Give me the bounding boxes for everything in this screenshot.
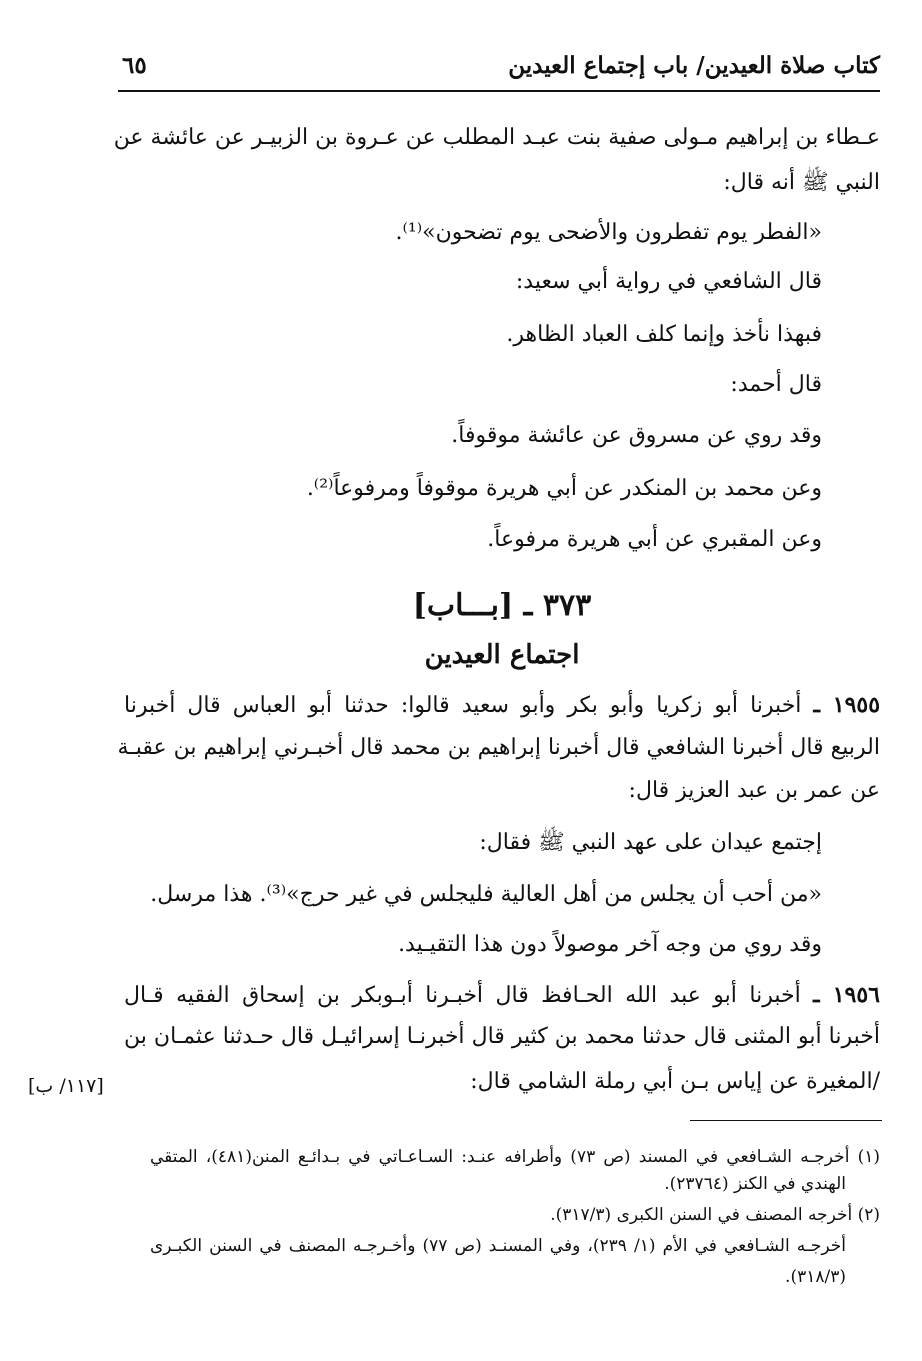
text-line: أخبرنا أبو عبد الله الحـافظ قال أخبـرنا أبـوبكر بن إسحاق الفقيه قـال — [124, 983, 801, 1008]
running-header — [118, 50, 880, 90]
text-line: وقد روي من وجه آخر موصولاً دون هذا التقيـيد. — [398, 932, 822, 957]
page-number: ٦٥ — [122, 52, 147, 79]
text-line: إجتمع عيدان على عهد النبي ﷺ فقال: — [479, 830, 822, 855]
text-line: وعن محمد بن المنكدر عن أبي هريرة موقوفاً ومرفوعاً⁽²⁾. — [306, 476, 822, 501]
footnote-line: (٣١٨/٣). — [785, 1267, 846, 1287]
chapter-subheading: اجتماع العيدين — [424, 640, 580, 670]
footnote-rule — [690, 1120, 882, 1121]
text-line: قال أحمد: — [730, 372, 822, 397]
chapter-heading: ٣٧٣ ـ [بـــاب] — [412, 588, 592, 623]
text-line: فبهذا نأخذ وإنما كلف العباد الظاهر. — [506, 322, 822, 347]
header-title: كتاب صلاة العيدين/ باب إجتماع العيدين — [508, 52, 880, 79]
text-line: أخبرنا أبو المثنى قال حدثنا محمد بن كثير قال أخبرنـا إسرائيـل قال حـدثنا عثمـان بن — [124, 1024, 880, 1049]
footnote-line: (٢) أخرجه المصنف في السنن الكبرى (٣١٧/٣). — [550, 1205, 880, 1225]
text-line: عن عمر بن عبد العزيز قال: — [628, 778, 880, 803]
text-line: عـطاء بن إبراهيم مـولى صفية بنت عبـد المطلب عن عـروة بن الزبيـر عن عائشة عن — [113, 125, 880, 150]
paragraph-1955-first-line — [124, 690, 880, 721]
hadith-quote: «من أحب أن يجلس من أهل العالية فليجلس في غير حرج»⁽³⁾. هذا مرسل. — [150, 882, 822, 907]
text-line: وعن المقبري عن أبي هريرة مرفوعاً. — [487, 527, 822, 552]
text-line: /المغيرة عن إياس بـن أبي رملة الشامي قال: — [470, 1069, 880, 1094]
header-rule — [118, 90, 880, 92]
paragraph-1956-first-line — [124, 980, 880, 1011]
text-line: قال الشافعي في رواية أبي سعيد: — [515, 269, 822, 294]
text-line: وقد روي عن مسروق عن عائشة موقوفاً. — [451, 423, 822, 448]
hadith-quote: «الفطر يوم تفطرون والأضحى يوم تضحون»⁽¹⁾. — [395, 220, 822, 245]
hadith-number: ١٩٥٥ ـ — [813, 692, 881, 718]
manuscript-folio-marker: [١١٧/ ب] — [28, 1075, 104, 1097]
footnote-line: الهندي في الكنز (٢٣٧٦٤). — [664, 1174, 846, 1194]
text-line: الربيع قال أخبرنا الشافعي قال أخبرنا إبراهيم بن محمد قال أخبـرني إبراهيم بن عقبـة — [117, 735, 880, 760]
footnote-line: (١) أخرجـه الشـافعي في المسند (ص ٧٣) وأطرافه عنـد: السـاعـاتي في بـدائـع المنن(٤٨١)، المتقي — [150, 1147, 880, 1167]
text-line: النبي ﷺ أنه قال: — [723, 170, 880, 195]
text-line: أخبرنا أبو زكريا وأبو بكر وأبو سعيد قالوا: حدثنا أبو العباس قال أخبرنا — [124, 693, 802, 718]
footnote-line: أخرجـه الشـافعي في الأم (١/ ٢٣٩)، وفي المسنـد (ص ٧٧) وأخـرجـه المصنف في السنن الكبـرى — [150, 1236, 846, 1256]
hadith-number: ١٩٥٦ ـ — [813, 982, 880, 1008]
